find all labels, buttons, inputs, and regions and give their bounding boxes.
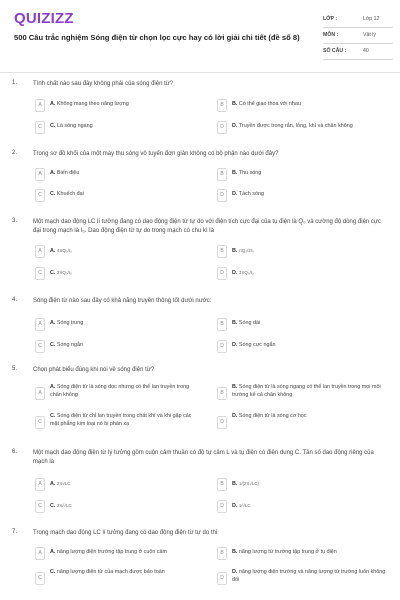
option-letter-box: D bbox=[217, 189, 227, 202]
option-letter-box: B bbox=[217, 318, 227, 331]
question-text: Trong mạch dao động LC lí tưởng đang có dao động điện từ tự do thì bbox=[33, 530, 218, 536]
question-number: 2. bbox=[12, 150, 18, 156]
option-text: Truyền được trong rắn, lỏng, khí và chân không bbox=[238, 123, 353, 129]
meta-value: Lớp 12 bbox=[363, 16, 380, 22]
quizizz-logo: QUIZIZZ bbox=[14, 10, 74, 27]
option-text: Sóng điện từ là sóng ngang có thể lan truyền trong mọi môi trường kể cả chân không bbox=[232, 384, 381, 398]
option-key: A. bbox=[50, 481, 56, 487]
meta-row-count bbox=[323, 44, 393, 60]
option-formula: 4πQ₀/I₀ bbox=[56, 248, 72, 253]
option-letter-box: B bbox=[217, 478, 227, 491]
option-formula: 2π√LC bbox=[56, 481, 71, 486]
question-number: 1. bbox=[12, 80, 18, 86]
option-letter-box: B bbox=[217, 245, 227, 258]
option-key: B. bbox=[232, 320, 238, 326]
header-divider bbox=[0, 72, 400, 73]
question-text: Một mạch dao động LC lí tưởng đang có dao động điện từ tự do với điện tích cực đại của tụ điện là Q₀ và cường độ dòng điện cực đại trong mạch là I₀. Dao động điện từ tự do trong mạch có chu kì là bbox=[33, 219, 381, 234]
option-key: B. bbox=[232, 170, 238, 176]
question-number: 6. bbox=[12, 449, 18, 455]
option-letter-box: C bbox=[35, 267, 45, 280]
option-letter-box: A bbox=[35, 547, 45, 560]
option-key: C. bbox=[50, 342, 56, 348]
option-key: D. bbox=[232, 270, 238, 276]
option-letter-box: D bbox=[217, 267, 227, 280]
option-letter-box: C bbox=[35, 340, 45, 353]
option-letter-box: B bbox=[217, 168, 227, 181]
option-text: Sóng ngắn bbox=[56, 342, 83, 348]
option-formula: 2πQ₀/I₀ bbox=[56, 270, 72, 275]
question-number: 5. bbox=[12, 366, 18, 372]
meta-row-subject bbox=[323, 28, 393, 44]
option-text: năng lượng điện từ của mạch được bảo toàn bbox=[56, 569, 165, 575]
option-key: C. bbox=[50, 413, 56, 419]
option-formula: πQ₀/2I₀ bbox=[238, 248, 254, 253]
option-letter-box: B bbox=[217, 99, 227, 112]
option-letter-box: D bbox=[217, 572, 227, 585]
question-text: Tính chất nào sau đây không phải của sóng điện từ? bbox=[33, 81, 174, 87]
option-letter-box: C bbox=[35, 416, 45, 429]
option-key: D. bbox=[232, 503, 238, 509]
option-letter-box: B bbox=[217, 547, 227, 560]
option-text: Sóng điện từ là sóng cơ học bbox=[238, 413, 307, 419]
option-letter-box: D bbox=[217, 121, 227, 134]
option-letter-box: A bbox=[35, 168, 45, 181]
option-text: năng lượng điện trường tập trung ở cuộn cảm bbox=[56, 549, 168, 555]
option-text: Khuếch đại bbox=[56, 191, 84, 197]
option-letter-box: C bbox=[35, 121, 45, 134]
option-key: A. bbox=[50, 320, 56, 326]
option-key: C. bbox=[50, 123, 56, 129]
option-text: Tách sóng bbox=[238, 191, 264, 197]
option-key: D. bbox=[232, 191, 238, 197]
option-text: Không mang theo năng lượng bbox=[56, 101, 129, 107]
option-letter-box: D bbox=[217, 500, 227, 513]
worksheet-meta bbox=[323, 12, 393, 60]
option-key: B. bbox=[232, 549, 238, 555]
option-key: B. bbox=[232, 481, 238, 487]
option-text: Sóng cực ngắn bbox=[238, 342, 276, 348]
question-text: Trong sơ đồ khối của một máy thu sóng vô tuyến đơn giản không có bộ phận nào dưới đây? bbox=[33, 151, 279, 157]
option-text: Có thể giao thoa với nhau bbox=[238, 101, 301, 107]
meta-row-class bbox=[323, 12, 393, 28]
worksheet-header bbox=[0, 0, 400, 72]
option-letter-box: B bbox=[217, 387, 227, 400]
option-text: Sóng điện từ chỉ lan truyền trong chất khí và khi gặp các mặt phẳng kim loại nó bị phản xạ bbox=[50, 413, 192, 427]
option-key: A. bbox=[50, 248, 56, 254]
option-text: năng lượng từ trường tập trung ở tụ điện bbox=[238, 549, 337, 555]
question-text: Sóng điện từ nào sau đây có khả năng truyền thông tốt dưới nước: bbox=[33, 298, 212, 304]
option-letter-box: A bbox=[35, 387, 45, 400]
option-key: B. bbox=[232, 384, 238, 390]
option-formula: 2π/√LC bbox=[56, 503, 72, 508]
option-key: B. bbox=[232, 101, 238, 107]
option-text: Là sóng ngang bbox=[56, 123, 93, 129]
option-letter-box: D bbox=[217, 340, 227, 353]
option-letter-box: A bbox=[35, 478, 45, 491]
question-number: 7. bbox=[12, 529, 18, 535]
option-letter-box: C bbox=[35, 189, 45, 202]
option-formula: 1/√LC bbox=[238, 503, 251, 508]
option-key: D. bbox=[232, 569, 238, 575]
option-key: B. bbox=[232, 248, 238, 254]
meta-label: SỐ CÂU : bbox=[323, 48, 347, 54]
option-key: A. bbox=[50, 549, 56, 555]
option-key: D. bbox=[232, 413, 238, 419]
option-key: C. bbox=[50, 569, 56, 575]
option-key: C. bbox=[50, 191, 56, 197]
option-letter-box: A bbox=[35, 318, 45, 331]
meta-value: Vật lý bbox=[363, 32, 376, 38]
meta-label: MÔN : bbox=[323, 32, 339, 38]
option-text: Sóng điện từ là sóng dọc nhưng có thể lan truyền trong chân không bbox=[50, 384, 190, 398]
option-key: C. bbox=[50, 270, 56, 276]
option-text: Sóng trung bbox=[56, 320, 84, 326]
option-text: Sóng dài bbox=[238, 320, 261, 326]
question-text: Một mạch dao động điện từ lý tưởng gồm cuộn cảm thuần có độ tự cảm L và tụ điện có điện dung C. Tần số dao động riêng của mạch là bbox=[33, 450, 374, 465]
question-text: Chọn phát biểu đúng khi nói về sóng điện từ? bbox=[33, 367, 155, 373]
option-letter-box: A bbox=[35, 245, 45, 258]
meta-value: 40 bbox=[363, 48, 369, 54]
option-key: A. bbox=[50, 384, 56, 390]
option-letter-box: D bbox=[217, 416, 227, 429]
option-key: D. bbox=[232, 123, 238, 129]
option-key: A. bbox=[50, 170, 56, 176]
option-text: năng lượng điện trường và năng lượng từ trường luôn không đổi bbox=[232, 569, 386, 583]
question-number: 3. bbox=[12, 218, 18, 224]
question-number: 4. bbox=[12, 297, 18, 303]
option-key: D. bbox=[232, 342, 238, 348]
option-key: A. bbox=[50, 101, 56, 107]
meta-label: LỚP : bbox=[323, 16, 338, 22]
option-text: Thu sóng bbox=[238, 170, 262, 176]
option-letter-box: C bbox=[35, 500, 45, 513]
option-key: C. bbox=[50, 503, 56, 509]
option-formula: 1/(2π√LC) bbox=[238, 481, 259, 486]
option-letter-box: C bbox=[35, 572, 45, 585]
option-formula: 3πQ₀/I₀ bbox=[238, 270, 254, 275]
option-text: Biến điệu bbox=[56, 170, 80, 176]
worksheet-title: 500 Câu trắc nghiệm Sóng điện từ chọn lọc cực hay có lời giải chi tiết (đề số 8) bbox=[14, 33, 300, 42]
option-letter-box: A bbox=[35, 99, 45, 112]
